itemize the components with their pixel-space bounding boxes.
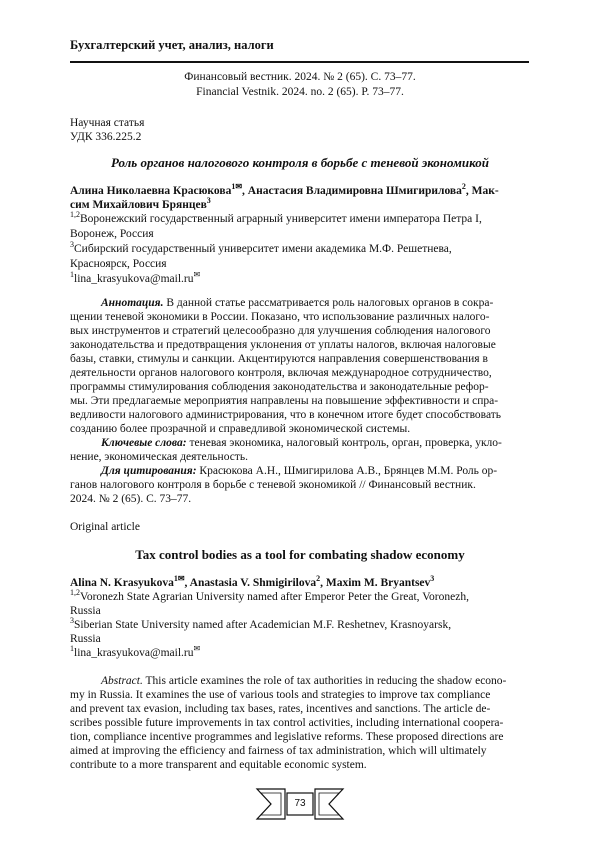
authors-ru: Алина Николаевна Красюкова$^{1✉}$, Анастасия Владимировна Шмигирилова$^2$, Мак- сим Михайлович Брянцев$^3$ bbox=[70, 182, 499, 211]
author-1-sup: 1 bbox=[231, 182, 236, 192]
author-3-name-part1: Мак- bbox=[471, 185, 499, 197]
header-rule bbox=[70, 61, 529, 63]
author-2-sup: 2 bbox=[461, 182, 466, 192]
article-type-ru: Научная статья bbox=[70, 117, 145, 129]
citation-en: Financial Vestnik. 2024. no. 2 (65). P. 73–77. bbox=[196, 86, 404, 98]
affiliation-3-line2-en: Russia bbox=[70, 633, 101, 645]
author-1-name-en: Alina N. Krasyukova bbox=[70, 577, 174, 589]
title-ru: Роль органов налогового контроля в борьбе с теневой экономикой bbox=[110, 155, 489, 170]
running-head: Бухгалтерский учет, анализ, налоги bbox=[70, 38, 274, 52]
abstract-ru: Аннотация. В данной статье рассматривается роль налоговых органов в сокра- щении теневой экономики в России. Показано, что использование различных налого- вых инструментов и стратегий целесообразно для улучшения соблюдения налогового законодательства и предотвращения уклонения от уплаты налогов, включая налоговые базы, ставки, стимулы и санкции. Акцентируются направления совершенствования в деятельности органов налогового контроля, включая международное сотрудничество, программы стимулирования соблюдения законодательства и законодательные рефор- мы. Эти предлагаемые мероприятия направлены на повышение эффективности и спра- ведливости налогового администрирования, что в конечном итоге будет способствовать созданию более прозрачной и справедливой экономической системы. Ключевые слова: теневая экономика, налоговый контроль, орган, проверка, укло- нение, экономическая деятельность. Для цитирования: Красюкова А.Н., Шмигирилова А.В., Брянцев М.М. Роль ор- ганов налогового контроля в борьбе с теневой экономикой // Финансовый вестник. 2024. № 2 (65). С. 73–77. bbox=[70, 297, 502, 505]
citation-ru: Финансовый вестник. 2024. № 2 (65). С. 73–77. bbox=[184, 71, 416, 83]
affiliation-3-line2: Красноярск, Россия bbox=[70, 258, 167, 270]
ornament-right-inner bbox=[319, 793, 339, 815]
keywords-label-ru: Ключевые слова: bbox=[101, 437, 187, 449]
article-type-en: Original article bbox=[70, 521, 140, 533]
affiliation-1-line2: Воронеж, Россия bbox=[70, 228, 154, 240]
author-3-name-part2: сим Михайлович Брянцев bbox=[70, 199, 207, 211]
envelope-icon: ✉ bbox=[193, 270, 201, 280]
ornament-left-inner bbox=[261, 793, 281, 815]
author-3-sup: 3 bbox=[206, 196, 211, 206]
title-en: Tax control bodies as a tool for combating shadow economy bbox=[135, 547, 465, 562]
envelope-icon: ✉ bbox=[193, 644, 201, 654]
page-number: 73 bbox=[294, 798, 306, 809]
abstract-label-en: Abstract. bbox=[101, 675, 143, 687]
envelope-icon: ✉ bbox=[177, 574, 185, 584]
author-email-en: lina_krasyukova@mail.ru bbox=[74, 647, 194, 659]
affiliation-3-line1-en: Siberian State University named after Academician M.F. Reshetnev, Krasnoyarsk, bbox=[74, 619, 452, 631]
affiliation-1-line2-en: Russia bbox=[70, 605, 101, 617]
citation-label-ru: Для цитирования: bbox=[101, 465, 197, 477]
author-1-name: Алина Николаевна Красюкова bbox=[70, 185, 232, 197]
affiliation-3-line1: Сибирский государственный университет имени академика М.Ф. Решетнева, bbox=[74, 243, 452, 255]
abstract-label-ru: Аннотация. bbox=[101, 297, 164, 309]
affiliation-1-line1-en: Voronezh State Agrarian University named after Emperor Peter the Great, Voronezh, bbox=[80, 591, 469, 603]
author-2-name: Анастасия Владимировна Шмигирилова bbox=[247, 185, 462, 197]
abstract-en: Abstract. This article examines the role of tax authorities in reducing the shadow econo- my in Russia. It examines the use of various tools and strategies to improve tax compliance and prevent tax evasion, including tax bases, rates, incentives and sanctions. The article de- scribes possible future improvements in tax control activities, including international coopera- tion, compliance incentive programmes and legislative reforms. These proposed directions are aimed at improving the efficiency and fairness of tax administration, which will ultimately contribute to a more transparent and equitable economic system. bbox=[70, 675, 507, 771]
affiliations-ru: $^{1,2}$Воронежский государственный аграрный университет имени императора Петра I, Воронеж, Россия $^3$Сибирский государственный университет имени академика М.Ф. Решетнева, Красноярск, Россия $^1$lina_krasyukova@mail.ru✉ bbox=[70, 212, 532, 287]
author-email-ru: lina_krasyukova@mail.ru bbox=[74, 273, 194, 285]
author-2-name-en: Anastasia V. Shmigirilova bbox=[189, 577, 317, 589]
envelope-icon: ✉ bbox=[235, 182, 243, 192]
authors-en: Alina N. Krasyukova$^{1✉}$, Anastasia V. Shmigirilova$^2$, Maxim M. Bryantsev$^3$ bbox=[70, 574, 435, 589]
affiliation-1-line1: Воронежский государственный аграрный университет имени императора Петра I, bbox=[80, 213, 482, 225]
affiliations-en: $^{1,2}$Voronezh State Agrarian University named after Emperor Peter the Great, Voronezh, Russia $^3$Siberian State University named after Academician M.F. Reshetnev, Krasnoyarsk, Russia $^1$lina_krasyukova@mail.ru✉ bbox=[70, 590, 532, 660]
author-3-name-en: Maxim M. Bryantsev bbox=[325, 577, 431, 589]
udc-code: УДК 336.225.2 bbox=[70, 131, 142, 143]
